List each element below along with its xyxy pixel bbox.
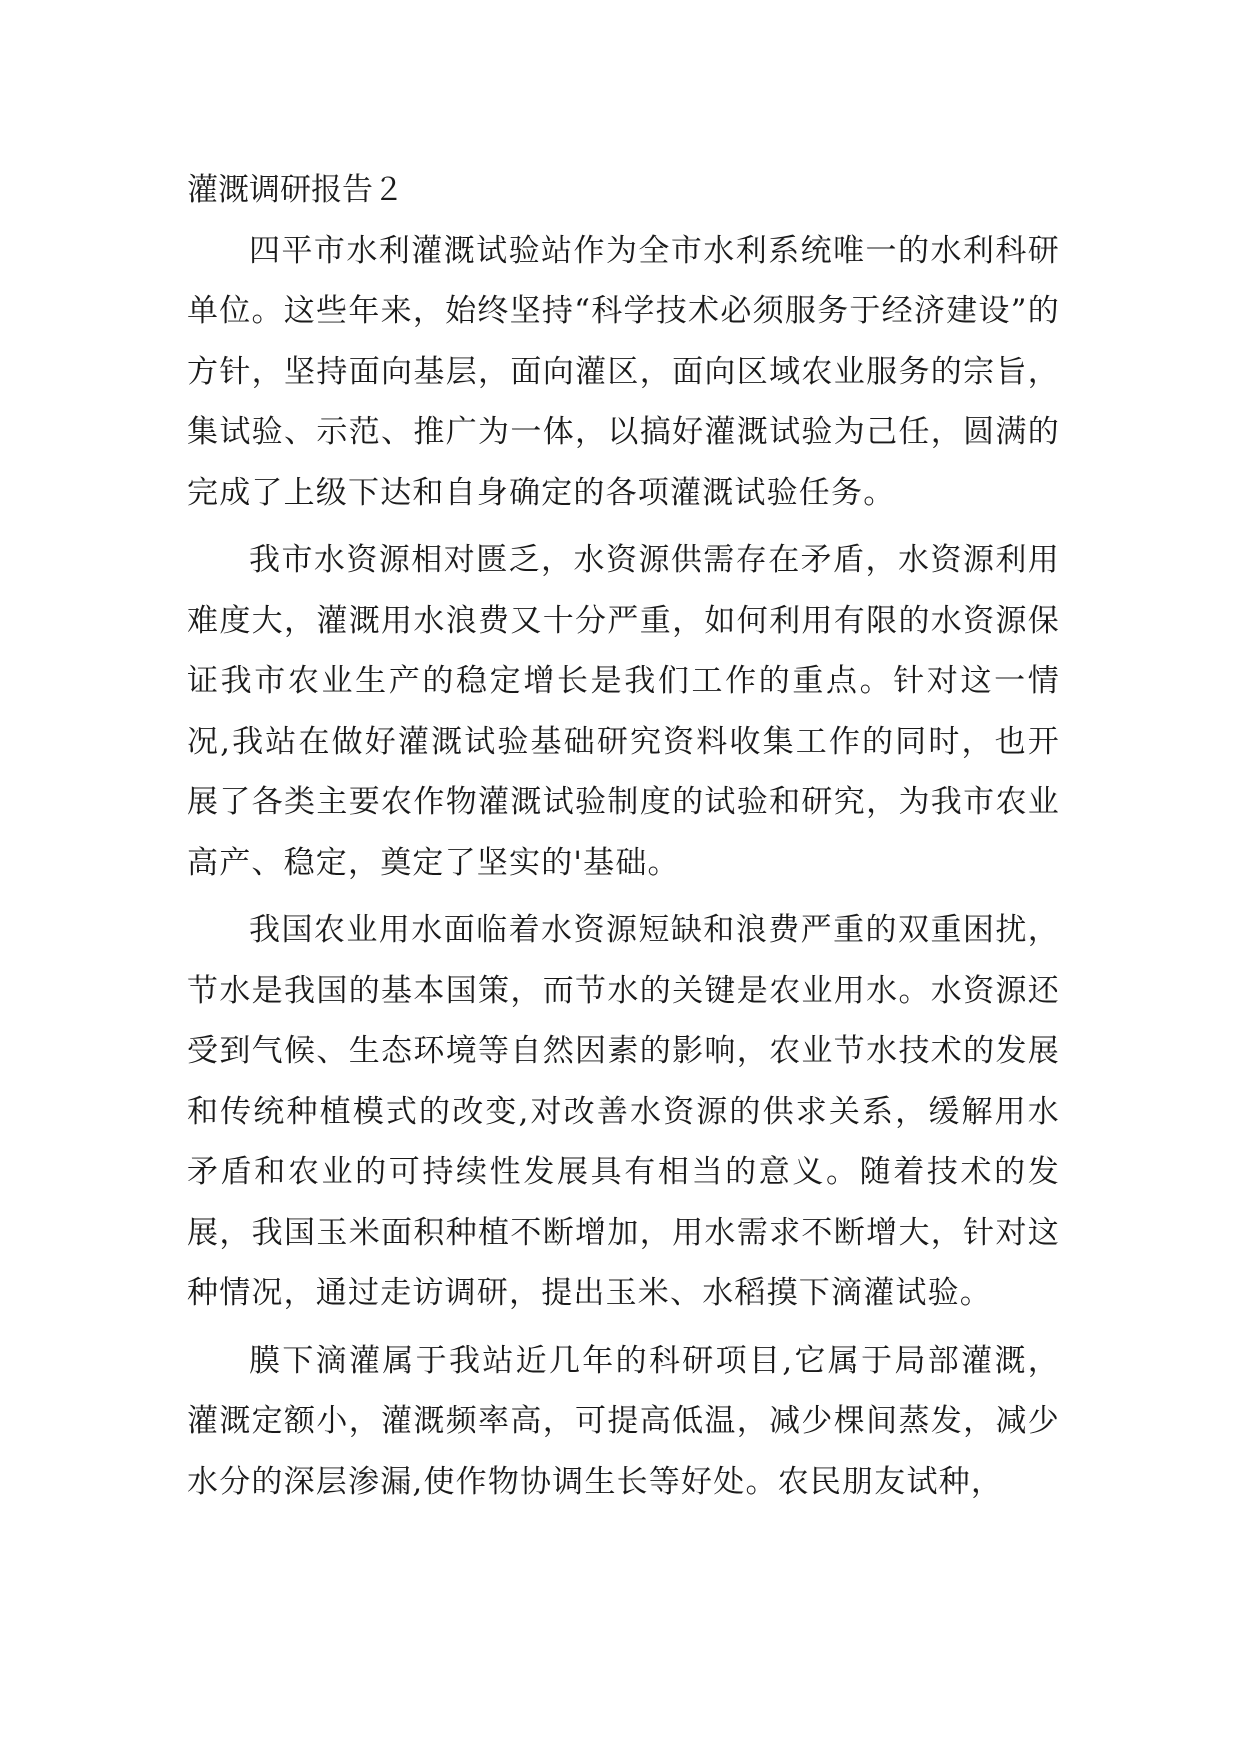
- document-title: 灌溉调研报告２: [187, 172, 404, 208]
- paragraph-1: 四平市水利灌溉试验站作为全市水利系统唯一的水利科研单位。这些年来，始终坚持“科学技术必须服务于经济建设”的方针，坚持面向基层，面向灌区，面向区域农业服务的宗旨，集试验、示范、推广为一体，以搞好灌溉试验为己任，圆满的完成了上级下达和自身确定的各项灌溉试验任务。: [187, 232, 1060, 511]
- paragraph-4: 膜下滴灌属于我站近几年的科研项目,它属于局部灌溉，灌溉定额小，灌溉频率高，可提高低温，减少棵间蒸发，减少水分的深层渗漏,使作物协调生长等好处。农民朋友试种，: [187, 1342, 1060, 1500]
- document-body: [187, 160, 1060, 1512]
- paragraph-2: 我市水资源相对匮乏，水资源供需存在矛盾，水资源利用难度大，灌溉用水浪费又十分严重，如何利用有限的水资源保证我市农业生产的稳定增长是我们工作的重点。针对这一情况,我站在做好灌溉试验基础研究资料收集工作的同时，也开展了各类主要农作物灌溉试验制度的试验和研究，为我市农业高产、稳定，奠定了坚实的'基础。: [187, 542, 1060, 881]
- paragraph-3: 我国农业用水面临着水资源短缺和浪费严重的双重困扰，节水是我国的基本国策，而节水的关键是农业用水。水资源还受到气候、生态环境等自然因素的影响，农业节水技术的发展和传统种植模式的改变,对改善水资源的供求关系，缓解用水矛盾和农业的可持续性发展具有相当的意义。随着技术的发展，我国玉米面积种植不断增加，用水需求不断增大，针对这种情况，通过走访调研，提出玉米、水稻摸下滴灌试验。: [187, 912, 1060, 1311]
